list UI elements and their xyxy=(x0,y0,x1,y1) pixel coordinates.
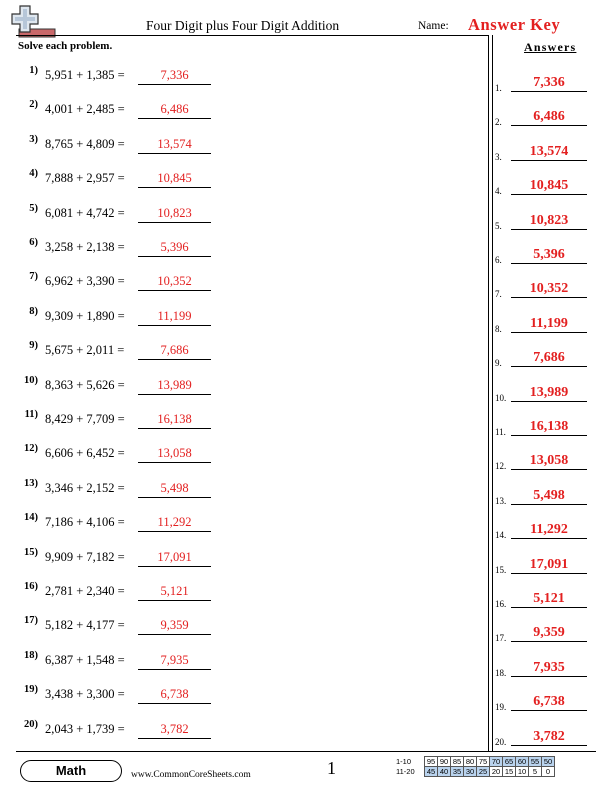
answer-key-row xyxy=(495,522,595,542)
answer-key-row xyxy=(495,247,595,267)
answer-index: 1. xyxy=(495,83,502,93)
answer-key-row xyxy=(495,729,595,749)
page-title: Four Digit plus Four Digit Addition xyxy=(146,18,340,33)
problem-expression: 6,081 + 4,742 = xyxy=(45,205,125,220)
score-cell: 55 xyxy=(529,757,542,767)
answer-key-row xyxy=(495,316,595,336)
answer-index: 15. xyxy=(495,564,507,575)
score-row xyxy=(394,757,555,767)
problem-answer: 6,486 xyxy=(138,102,211,119)
footer-rule xyxy=(16,751,596,752)
name-label: Name: xyxy=(418,20,449,32)
problem-number: 19) xyxy=(24,684,38,696)
score-cell: 80 xyxy=(464,757,477,767)
answer-key-row xyxy=(495,453,595,473)
problem-number: 5) xyxy=(29,202,38,214)
score-cell: 70 xyxy=(490,757,503,767)
answer-key-row xyxy=(495,213,595,233)
answer-key-row xyxy=(495,625,595,645)
problem-expression: 5,182 + 4,177 = xyxy=(45,618,125,633)
problem-number: 2) xyxy=(29,99,38,111)
problem-number: 20) xyxy=(24,718,38,730)
answer-index: 10. xyxy=(495,392,507,403)
score-row-label: 11-20 xyxy=(396,767,415,776)
problem-expression: 8,429 + 7,709 = xyxy=(45,412,125,426)
answer-value: 10,845 xyxy=(511,178,587,195)
problem-answer: 5,498 xyxy=(138,481,211,498)
problem-answer: 9,359 xyxy=(138,618,211,635)
score-cell: 45 xyxy=(425,767,438,777)
answer-index: 6. xyxy=(495,255,502,265)
answer-index: 18. xyxy=(495,667,507,678)
instructions: Solve each problem. xyxy=(18,40,113,52)
answer-index: 13. xyxy=(495,495,507,506)
answer-index: 7. xyxy=(495,289,502,300)
score-cell: 60 xyxy=(516,757,529,767)
answer-key-row xyxy=(495,281,595,301)
answer-value: 10,352 xyxy=(511,281,587,298)
subject-badge: Math xyxy=(20,760,122,782)
problem-expression: 3,438 + 3,300 = xyxy=(45,687,125,702)
score-cell: 40 xyxy=(438,767,451,777)
problem-answer: 11,199 xyxy=(138,309,211,326)
answer-value: 13,574 xyxy=(511,144,587,161)
score-cell: 50 xyxy=(542,757,555,767)
answer-value: 11,199 xyxy=(511,316,587,333)
problem-answer: 3,782 xyxy=(138,722,211,739)
problem-number: 7) xyxy=(29,271,38,283)
answer-key-row xyxy=(495,144,595,164)
score-cell: 75 xyxy=(477,757,490,767)
score-cell: 30 xyxy=(464,767,477,777)
answer-index: 17. xyxy=(495,633,507,644)
answer-index: 5. xyxy=(495,220,502,231)
problem-answer: 7,686 xyxy=(138,343,211,360)
score-cell: 90 xyxy=(438,757,451,767)
answer-key-row xyxy=(495,557,595,577)
answer-index: 11. xyxy=(495,427,506,437)
answers-header: Answers xyxy=(524,40,577,54)
answer-value: 16,138 xyxy=(511,419,587,436)
answer-index: 19. xyxy=(495,702,507,713)
problem-expression: 7,888 + 2,957 = xyxy=(45,171,125,186)
problem-expression: 3,258 + 2,138 = xyxy=(45,240,125,254)
answer-key-row xyxy=(495,109,595,129)
problem-number: 17) xyxy=(24,615,38,627)
problem-number: 9) xyxy=(29,340,38,352)
answer-index: 20. xyxy=(495,736,507,747)
problem-expression: 8,765 + 4,809 = xyxy=(45,136,125,151)
answer-value: 7,336 xyxy=(511,75,587,92)
answer-key-row xyxy=(495,385,595,405)
answer-key-row xyxy=(495,694,595,714)
score-cell: 20 xyxy=(490,767,503,777)
score-cell: 15 xyxy=(503,767,516,777)
problem-answer: 17,091 xyxy=(138,550,211,567)
problem-expression: 4,001 + 2,485 = xyxy=(45,102,125,117)
problem-answer: 5,121 xyxy=(138,584,211,601)
problem-number: 18) xyxy=(24,649,38,661)
problem-expression: 6,606 + 6,452 = xyxy=(45,446,125,461)
problem-expression: 5,675 + 2,011 = xyxy=(45,343,125,358)
problem-answer: 7,336 xyxy=(138,68,211,85)
score-cell: 65 xyxy=(503,757,516,767)
header-rule xyxy=(16,35,488,36)
problem-answer: 6,738 xyxy=(138,687,211,704)
answer-value: 5,121 xyxy=(511,591,587,608)
answer-index: 14. xyxy=(495,530,507,541)
problem-number: 3) xyxy=(29,133,38,145)
score-cell: 35 xyxy=(451,767,464,777)
answer-value: 13,989 xyxy=(511,385,587,402)
problem-number: 12) xyxy=(24,443,38,455)
problem-number: 15) xyxy=(24,546,38,558)
page-number: 1 xyxy=(327,758,336,778)
problem-number: 10) xyxy=(24,374,38,386)
answer-value: 6,738 xyxy=(511,694,587,711)
problem-number: 1) xyxy=(29,65,38,76)
problem-answer: 7,935 xyxy=(138,653,211,670)
answer-key-row xyxy=(495,488,595,508)
answer-index: 2. xyxy=(495,117,502,128)
problem-answer: 13,574 xyxy=(138,137,211,154)
answer-key-row xyxy=(495,660,595,680)
problem-answer: 11,292 xyxy=(138,515,211,532)
column-divider-left xyxy=(488,35,489,751)
answer-key-row xyxy=(495,350,595,370)
answer-value: 7,935 xyxy=(511,660,587,677)
site-url: www.CommonCoreSheets.com xyxy=(131,770,251,780)
answer-key-row xyxy=(495,419,595,439)
problem-number: 13) xyxy=(24,477,38,489)
problem-number: 6) xyxy=(29,237,38,248)
problem-answer: 16,138 xyxy=(138,412,211,429)
problem-expression: 9,309 + 1,890 = xyxy=(45,308,125,323)
answer-value: 7,686 xyxy=(511,350,587,367)
problem-answer: 13,989 xyxy=(138,378,211,395)
answer-value: 9,359 xyxy=(511,625,587,642)
answer-index: 4. xyxy=(495,186,502,197)
answer-value: 5,498 xyxy=(511,488,587,505)
problem-expression: 6,962 + 3,390 = xyxy=(45,274,125,289)
answer-key-heading: Answer Key xyxy=(468,15,561,34)
score-table xyxy=(394,756,555,777)
answer-value: 13,058 xyxy=(511,453,587,470)
problem-number: 4) xyxy=(29,168,38,180)
answer-key-row xyxy=(495,75,595,95)
problem-number: 8) xyxy=(29,305,38,317)
problem-answer: 10,352 xyxy=(138,274,211,291)
score-cell: 5 xyxy=(529,767,542,777)
answer-index: 9. xyxy=(495,358,502,369)
answer-index: 12. xyxy=(495,461,507,472)
answer-index: 16. xyxy=(495,599,507,609)
answer-value: 10,823 xyxy=(511,213,587,230)
answer-index: 8. xyxy=(495,323,502,334)
problem-answer: 5,396 xyxy=(138,240,211,257)
answer-index: 3. xyxy=(495,151,502,162)
problem-expression: 5,951 + 1,385 = xyxy=(45,68,125,82)
answer-value: 5,396 xyxy=(511,247,587,264)
problem-expression: 2,043 + 1,739 = xyxy=(45,721,125,736)
score-cell: 85 xyxy=(451,757,464,767)
problem-number: 14) xyxy=(24,512,38,524)
answer-value: 11,292 xyxy=(511,522,587,539)
answer-key-row xyxy=(495,591,595,611)
plus-pencil-logo-icon xyxy=(5,4,57,38)
score-row-label: 1-10 xyxy=(396,757,412,766)
problem-expression: 9,909 + 7,182 = xyxy=(45,549,125,564)
answer-value: 17,091 xyxy=(511,557,587,574)
column-divider-right xyxy=(492,35,493,751)
problem-number: 11) xyxy=(24,409,38,420)
answer-value: 3,782 xyxy=(511,729,587,746)
problem-expression: 3,346 + 2,152 = xyxy=(45,480,125,495)
problem-expression: 6,387 + 1,548 = xyxy=(45,652,125,667)
problem-answer: 13,058 xyxy=(138,446,211,463)
score-cell: 10 xyxy=(516,767,529,777)
problem-expression: 7,186 + 4,106 = xyxy=(45,515,125,530)
answer-value: 6,486 xyxy=(511,109,587,126)
problem-answer: 10,823 xyxy=(138,206,211,223)
score-row xyxy=(394,767,555,777)
score-cell: 0 xyxy=(542,767,555,777)
answer-key-row xyxy=(495,178,595,198)
score-cell: 95 xyxy=(425,757,438,767)
problem-answer: 10,845 xyxy=(138,171,211,188)
problem-expression: 8,363 + 5,626 = xyxy=(45,377,125,392)
score-cell: 25 xyxy=(477,767,490,777)
problem-number: 16) xyxy=(24,581,38,592)
problem-expression: 2,781 + 2,340 = xyxy=(45,584,125,598)
